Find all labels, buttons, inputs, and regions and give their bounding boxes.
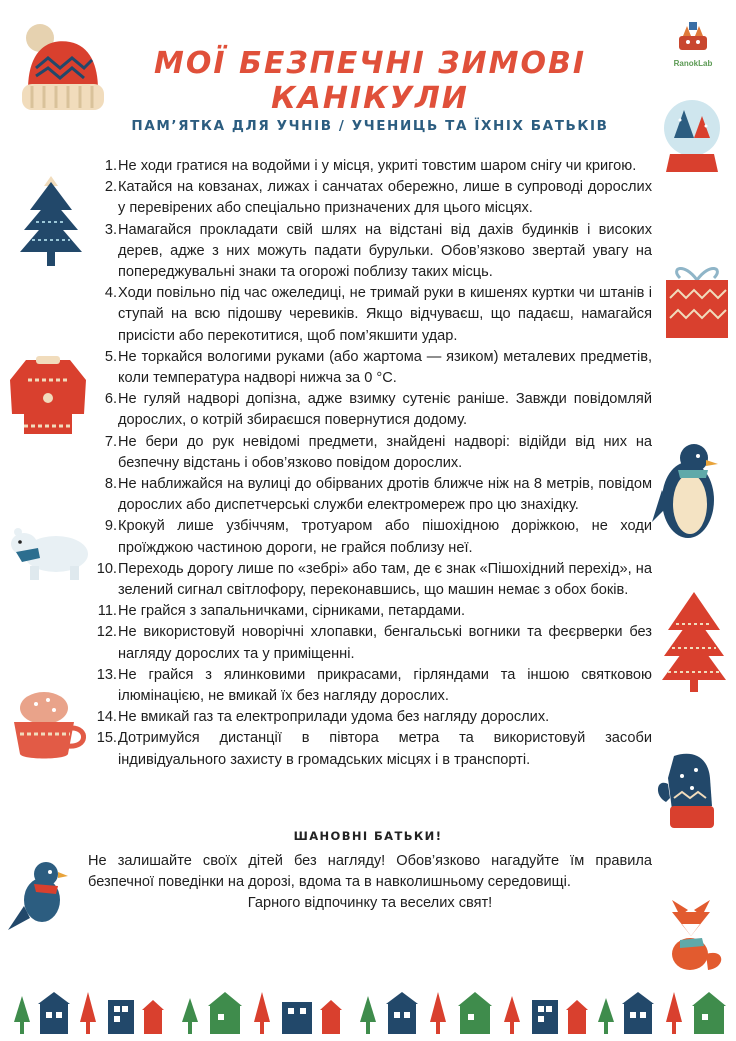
page-subtitle: ПАМ’ЯТКА ДЛЯ УЧНІВ / УЧЕНИЦЬ ТА ЇХНІХ БАТЬКІВ bbox=[131, 118, 609, 134]
hot-cocoa-cup-icon bbox=[8, 688, 88, 764]
rule-item bbox=[90, 156, 652, 177]
rule-item bbox=[90, 347, 652, 389]
rule-text: Не грайся з ялинковими прикрасами, гірляндами та іншою святковою ілюмінацією, не вмикай їх без нагляду дорослих. bbox=[118, 666, 652, 705]
rule-text: Не використовуй новорічні хлопавки, бенгальські вогники та феєрверки без нагляду дорослих та у приміщенні. bbox=[118, 624, 652, 662]
rule-text: Переходь дорогу лише по «зебрі» або там, де є знак «Пішохідний перехід», на зелений сигнал світлофору, переконавшись, що машин немає з обох боків. bbox=[118, 560, 652, 599]
rule-number: 9. bbox=[104, 518, 117, 535]
house-icon bbox=[566, 1000, 588, 1034]
tree-icon bbox=[598, 998, 614, 1034]
rule-item bbox=[90, 707, 652, 728]
rule-item bbox=[90, 622, 652, 664]
rule-text: Не наближайся на вулиці до обірваних дротів ближче ніж на 8 метрів, повідом дорослих або диспетчерські служби електромереж про цю знахідку. bbox=[118, 476, 652, 514]
bird-icon bbox=[6, 856, 78, 934]
rule-text: Ходи повільно під час ожеледиці, не тримай руки в кишенях куртки чи штанів і ступай на всю підошву черевиків. Якщо відчуваєш, що падаєш, намагайся присісти або перекотитися, щоб пом’якшити удар. bbox=[118, 285, 652, 344]
rule-item bbox=[90, 665, 652, 707]
rule-number: 3. bbox=[104, 221, 117, 238]
rule-item bbox=[90, 220, 652, 284]
rule-number: 5. bbox=[104, 348, 117, 365]
rule-text: Не гуляй надворі допізна, адже взимку сутеніє раніше. Завжди повідомляй дорослих, о котрій збираєшся повернутися додому. bbox=[118, 391, 652, 429]
blue-fir-tree-icon bbox=[16, 172, 86, 268]
tree-icon bbox=[360, 996, 376, 1034]
tree-icon bbox=[80, 992, 96, 1034]
rule-text: Не грайся з запальничками, сірниками, петардами. bbox=[118, 603, 466, 620]
rule-number: 7. bbox=[104, 433, 117, 450]
rule-item bbox=[90, 177, 652, 219]
tree-icon bbox=[182, 998, 198, 1034]
rule-text: Катайся на ковзанах, лижах і санчатах обережно, лише в супроводі дорослих у перевірених або спеціально призначених для цього місцях. bbox=[118, 179, 652, 217]
house-icon bbox=[320, 1000, 342, 1034]
house-icon bbox=[282, 1002, 312, 1034]
house-icon bbox=[458, 992, 492, 1034]
village-border bbox=[0, 982, 736, 1038]
rule-item bbox=[90, 516, 652, 558]
rule-number: 4. bbox=[104, 285, 117, 302]
parents-wish: Гарного відпочинку та веселих свят! bbox=[247, 895, 493, 912]
rule-number: 6. bbox=[104, 391, 117, 408]
house-icon bbox=[208, 992, 242, 1034]
house-icon bbox=[386, 992, 418, 1034]
logo-text: RanokLab bbox=[673, 59, 713, 68]
tree-icon bbox=[14, 996, 30, 1034]
rule-text: Не торкайся вологими руками (або жартома — язиком) металевих предметів, коли температура надворі нижча за 0 °С. bbox=[118, 348, 652, 387]
house-icon bbox=[692, 992, 726, 1034]
rule-number: 10. bbox=[96, 560, 117, 577]
rule-text: Крокуй лише узбіччям, тротуаром або пішохідною доріжкою, не ходи проїжджою частиною дороги, не грайся поблизу неї. bbox=[118, 518, 652, 556]
fox-icon bbox=[660, 894, 726, 974]
rule-number: 12. bbox=[96, 624, 117, 641]
rule-number: 15. bbox=[96, 730, 117, 747]
rule-item bbox=[90, 432, 652, 474]
rule-number: 13. bbox=[96, 666, 117, 683]
winter-hat-icon bbox=[18, 20, 106, 115]
parents-heading: ШАНОВНІ БАТЬКИ! bbox=[293, 829, 443, 843]
safety-rules-list bbox=[90, 156, 652, 771]
rule-item bbox=[90, 283, 652, 347]
house-icon bbox=[108, 1000, 134, 1034]
tree-icon bbox=[504, 996, 520, 1034]
red-sweater-icon bbox=[8, 350, 88, 438]
tree-icon bbox=[666, 992, 682, 1034]
rule-item bbox=[90, 559, 652, 601]
gift-box-icon bbox=[664, 258, 730, 340]
polar-bear-icon bbox=[8, 518, 92, 582]
rule-text: Не бери до рук невідомі предмети, знайдені надворі: відійди від них на безпечну відстань і обов’язково повідом дорослих. bbox=[118, 433, 652, 471]
page-title: МОЇ БЕЗПЕЧНІ ЗИМОВІ КАНІКУЛИ bbox=[154, 46, 586, 116]
brand-logo bbox=[670, 22, 716, 68]
house-icon bbox=[622, 992, 654, 1034]
tree-icon bbox=[430, 992, 446, 1034]
rule-number: 14. bbox=[96, 709, 117, 726]
rule-item bbox=[90, 474, 652, 516]
rule-number: 1. bbox=[104, 158, 117, 174]
rule-number: 11. bbox=[97, 603, 117, 620]
rule-text: Дотримуйся дистанції в півтора метра та використовуй засоби індивідуального захисту в громадських місцях і в транспорті. bbox=[118, 730, 652, 768]
red-christmas-tree-icon bbox=[660, 590, 728, 694]
house-icon bbox=[142, 1000, 164, 1034]
mitten-icon bbox=[652, 748, 726, 834]
rule-number: 8. bbox=[104, 476, 117, 493]
rule-text: Намагайся прокладати свій шлях на відстані від дахів будинків і високих дерев, адже з них можуть падати бурульки. Обов’язково звертай увагу на попереджувальні знаки та огорожі поблизу таких місць. bbox=[118, 221, 652, 281]
house-icon bbox=[532, 1000, 558, 1034]
rule-number: 2. bbox=[104, 179, 117, 196]
rule-item bbox=[90, 728, 652, 770]
penguin-icon bbox=[650, 440, 726, 544]
rule-text: Не вмикай газ та електроприлади удома без нагляду дорослих. bbox=[118, 709, 550, 726]
snow-globe-icon bbox=[660, 96, 724, 176]
parents-text: Не залишайте своїх дітей без нагляду! Обов’язково нагадуйте їм правила безпечної поведінки на дорозі, вдома та в навколишньому середовищі. bbox=[88, 853, 652, 891]
rule-item bbox=[90, 601, 652, 622]
parents-message bbox=[88, 851, 652, 915]
rule-text: Не ходи гратися на водойми і у місця, укриті товстим шаром снігу чи кригою. bbox=[118, 158, 637, 174]
fox-logo-icon bbox=[675, 22, 711, 52]
tree-icon bbox=[254, 992, 270, 1034]
rule-item bbox=[90, 389, 652, 431]
house-icon bbox=[38, 992, 70, 1034]
